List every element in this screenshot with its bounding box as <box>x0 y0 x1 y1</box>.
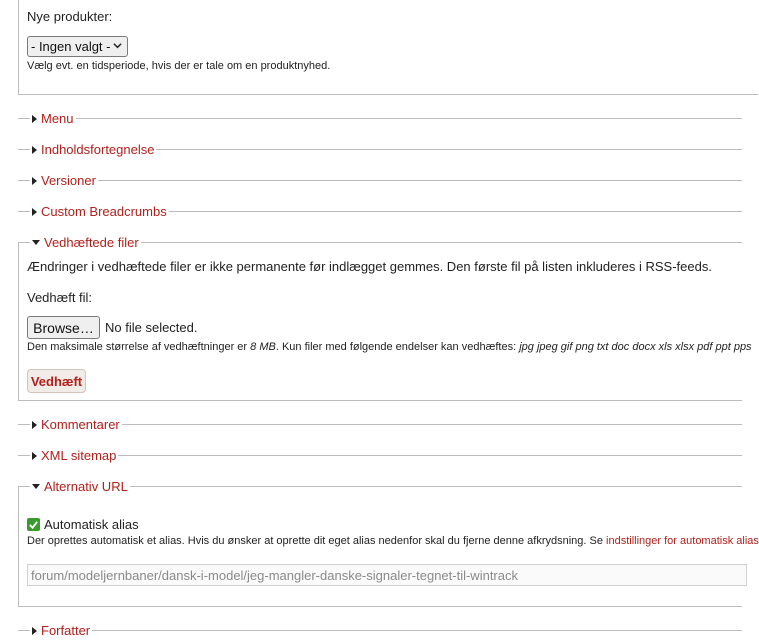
alt-url-legend-row <box>18 477 742 497</box>
collapsed-triangle-icon <box>32 208 37 216</box>
legend-author[interactable] <box>30 623 92 638</box>
collapsed-triangle-icon <box>32 115 37 123</box>
legend-comments[interactable] <box>30 417 122 432</box>
limits-middle: . Kun filer med følgende endelser kan vedhæftes: <box>275 341 520 353</box>
legend-attachments[interactable] <box>30 235 141 250</box>
collapsed-triangle-icon <box>32 452 37 460</box>
new-products-label: Nye produkter: <box>27 9 113 24</box>
expanded-triangle-icon <box>32 240 40 245</box>
legend-xml-sitemap[interactable] <box>30 448 118 463</box>
product-fieldset <box>18 0 758 95</box>
attachments-limits <box>27 341 752 353</box>
attachments-notice: Ændringer i vedhæftede filer er ikke permanente før indlægget gemmes. Den første fil på listen inkluderes i RSS-feeds. <box>27 259 712 274</box>
legend-alt-url[interactable] <box>30 479 130 494</box>
fieldset-versions <box>18 171 742 191</box>
url-alias-input[interactable] <box>27 564 747 586</box>
new-products-select[interactable] <box>27 36 128 57</box>
fieldset-comments <box>18 415 742 435</box>
fieldset-toc <box>18 140 742 160</box>
checkmark-icon <box>28 519 39 530</box>
attach-file-label: Vedhæft fil: <box>27 290 93 305</box>
section-comments-label: Kommentarer <box>41 417 120 432</box>
section-alt-url-label: Alternativ URL <box>44 479 128 494</box>
collapsed-triangle-icon <box>32 627 37 635</box>
fieldset-menu <box>18 109 742 129</box>
no-file-text: No file selected. <box>105 320 198 335</box>
url-alias-value: forum/modeljernbaner/dansk-i-model/jeg-mangler-danske-signaler-tegnet-til-wintrack <box>31 567 518 583</box>
attachments-legend-row <box>18 233 742 253</box>
section-versions-label: Versioner <box>41 173 96 188</box>
auto-alias-description-text: Der oprettes automatisk et alias. Hvis du ønsker at oprette dit eget alias nedenfor skal du fjerne denne afkrydsning. Se <box>27 535 607 547</box>
section-author-label: Forfatter <box>41 623 91 638</box>
expanded-triangle-icon <box>32 484 40 489</box>
auto-alias-description <box>27 535 759 547</box>
auto-alias-label[interactable]: Automatisk alias <box>44 517 139 532</box>
legend-toc[interactable] <box>30 142 156 157</box>
legend-versions[interactable] <box>30 173 98 188</box>
auto-alias-checkbox[interactable] <box>27 518 40 531</box>
limits-prefix: Den maksimale størrelse af vedhæftninger er <box>27 341 251 353</box>
alias-settings-link[interactable]: indstillinger for automatisk alias <box>606 535 759 547</box>
fieldset-xml-sitemap <box>18 446 742 466</box>
collapsed-triangle-icon <box>32 146 37 154</box>
attach-button[interactable]: Vedhæft <box>27 369 86 393</box>
section-breadcrumbs-label: Custom Breadcrumbs <box>41 204 167 219</box>
section-xml-sitemap-label: XML sitemap <box>41 448 117 463</box>
max-size: 8 MB <box>250 341 276 353</box>
fieldset-author <box>18 621 742 641</box>
legend-menu[interactable] <box>30 111 76 126</box>
select-value: - Ingen valgt - <box>31 39 111 54</box>
chevron-down-icon <box>113 41 122 50</box>
legend-breadcrumbs[interactable] <box>30 204 169 219</box>
collapsed-triangle-icon <box>32 421 37 429</box>
section-toc-label: Indholdsfortegnelse <box>41 142 155 157</box>
section-menu-label: Menu <box>41 111 74 126</box>
browse-button[interactable]: Browse… <box>27 316 100 339</box>
collapsed-triangle-icon <box>32 177 37 185</box>
section-attachments-label: Vedhæftede filer <box>44 235 139 250</box>
allowed-extensions: jpg jpeg gif png txt doc docx xls xlsx pdf ppt pps <box>519 341 752 353</box>
new-products-description: Vælg evt. en tidsperiode, hvis der er tale om en produktnyhed. <box>27 60 331 72</box>
fieldset-breadcrumbs <box>18 202 742 222</box>
